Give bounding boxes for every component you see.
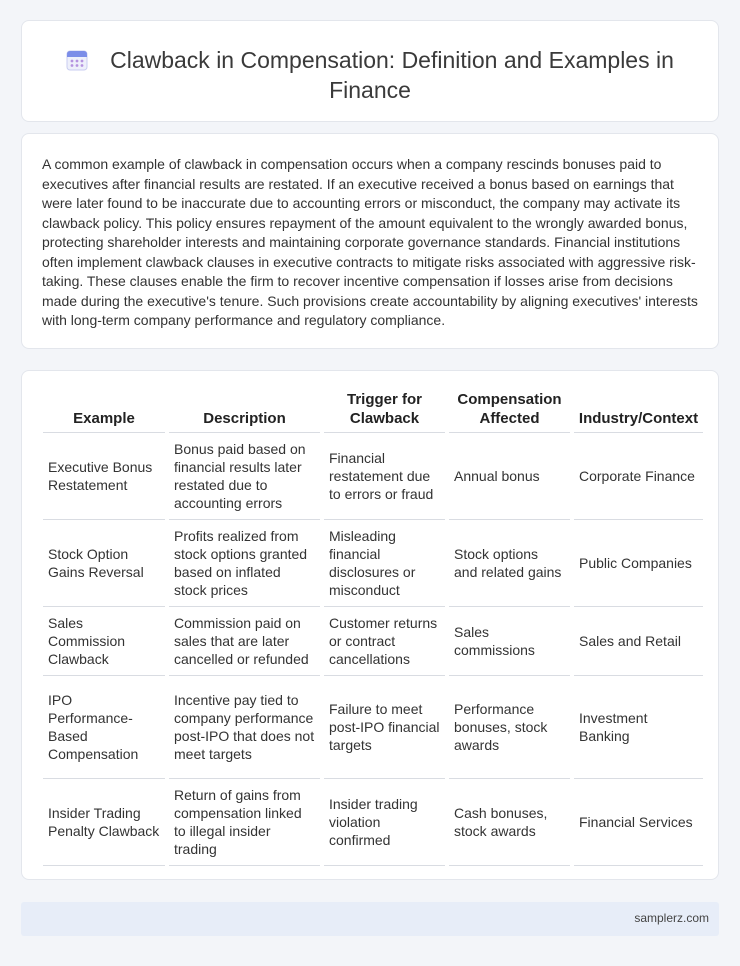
table-row (43, 520, 703, 607)
cell-industry: Sales and Retail (574, 607, 703, 676)
cell-example: Executive Bonus Restatement (43, 433, 165, 520)
cell-compensation: Performance bonuses, stock awards (449, 676, 570, 779)
cell-industry: Investment Banking (574, 676, 703, 779)
cell-example: Sales Commission Clawback (43, 607, 165, 676)
table-row (43, 779, 703, 866)
cell-industry: Public Companies (574, 520, 703, 607)
calendar-icon (66, 49, 88, 71)
cell-description: Bonus paid based on financial results later restated due to accounting errors (169, 433, 320, 520)
table-header-row (43, 385, 703, 433)
header-example: Example (43, 385, 165, 433)
cell-industry: Corporate Finance (574, 433, 703, 520)
cell-trigger: Failure to meet post-IPO financial targets (324, 676, 445, 779)
cell-compensation: Annual bonus (449, 433, 570, 520)
title-card (21, 20, 719, 122)
cell-industry: Financial Services (574, 779, 703, 866)
cell-description: Return of gains from compensation linked to illegal insider trading (169, 779, 320, 866)
cell-compensation: Sales commissions (449, 607, 570, 676)
table-row (43, 676, 703, 779)
cell-description: Incentive pay tied to company performance post-IPO that does not meet targets (169, 676, 320, 779)
footer-bar (21, 902, 719, 936)
cell-description: Profits realized from stock options granted based on inflated stock prices (169, 520, 320, 607)
intro-card (21, 133, 719, 349)
table-card (21, 370, 719, 880)
footer-site-link[interactable]: samplerz.com (634, 911, 709, 925)
header-description: Description (169, 385, 320, 433)
cell-compensation: Cash bonuses, stock awards (449, 779, 570, 866)
header-trigger: Trigger for Clawback (324, 385, 445, 433)
cell-example: IPO Performance-Based Compensation (43, 676, 165, 779)
cell-trigger: Insider trading violation confirmed (324, 779, 445, 866)
cell-description: Commission paid on sales that are later cancelled or refunded (169, 607, 320, 676)
page-title-wrap (52, 45, 688, 105)
cell-example: Stock Option Gains Reversal (43, 520, 165, 607)
cell-compensation: Stock options and related gains (449, 520, 570, 607)
header-industry: Industry/Context (574, 385, 703, 433)
table-row (43, 433, 703, 520)
cell-trigger: Financial restatement due to errors or fraud (324, 433, 445, 520)
header-compensation: Compensation Affected (449, 385, 570, 433)
cell-example: Insider Trading Penalty Clawback (43, 779, 165, 866)
cell-trigger: Customer returns or contract cancellations (324, 607, 445, 676)
table-row (43, 607, 703, 676)
clawback-examples-table (39, 385, 707, 866)
page-title: Clawback in Compensation: Definition and Examples in Finance (110, 47, 674, 103)
cell-trigger: Misleading financial disclosures or misconduct (324, 520, 445, 607)
intro-paragraph: A common example of clawback in compensation occurs when a company rescinds bonuses paid to executives after financial results are restated. If an executive received a bonus based on earnings that were later found to be inaccurate due to accounting errors or misconduct, the company may activate its clawback policy. This policy ensures repayment of the amount equivalent to the wrongly awarded bonus, protecting shareholder interests and maintaining corporate governance standards. Financial institutions often implement clawback clauses in executive contracts to mitigate risks associated with aggressive risk-taking. These clauses enable the firm to recover incentive compensation if losses arise from decisions made during the executive's tenure. Such provisions create accountability by aligning executives' interests with long-term company performance and regulatory compliance. (42, 156, 698, 328)
